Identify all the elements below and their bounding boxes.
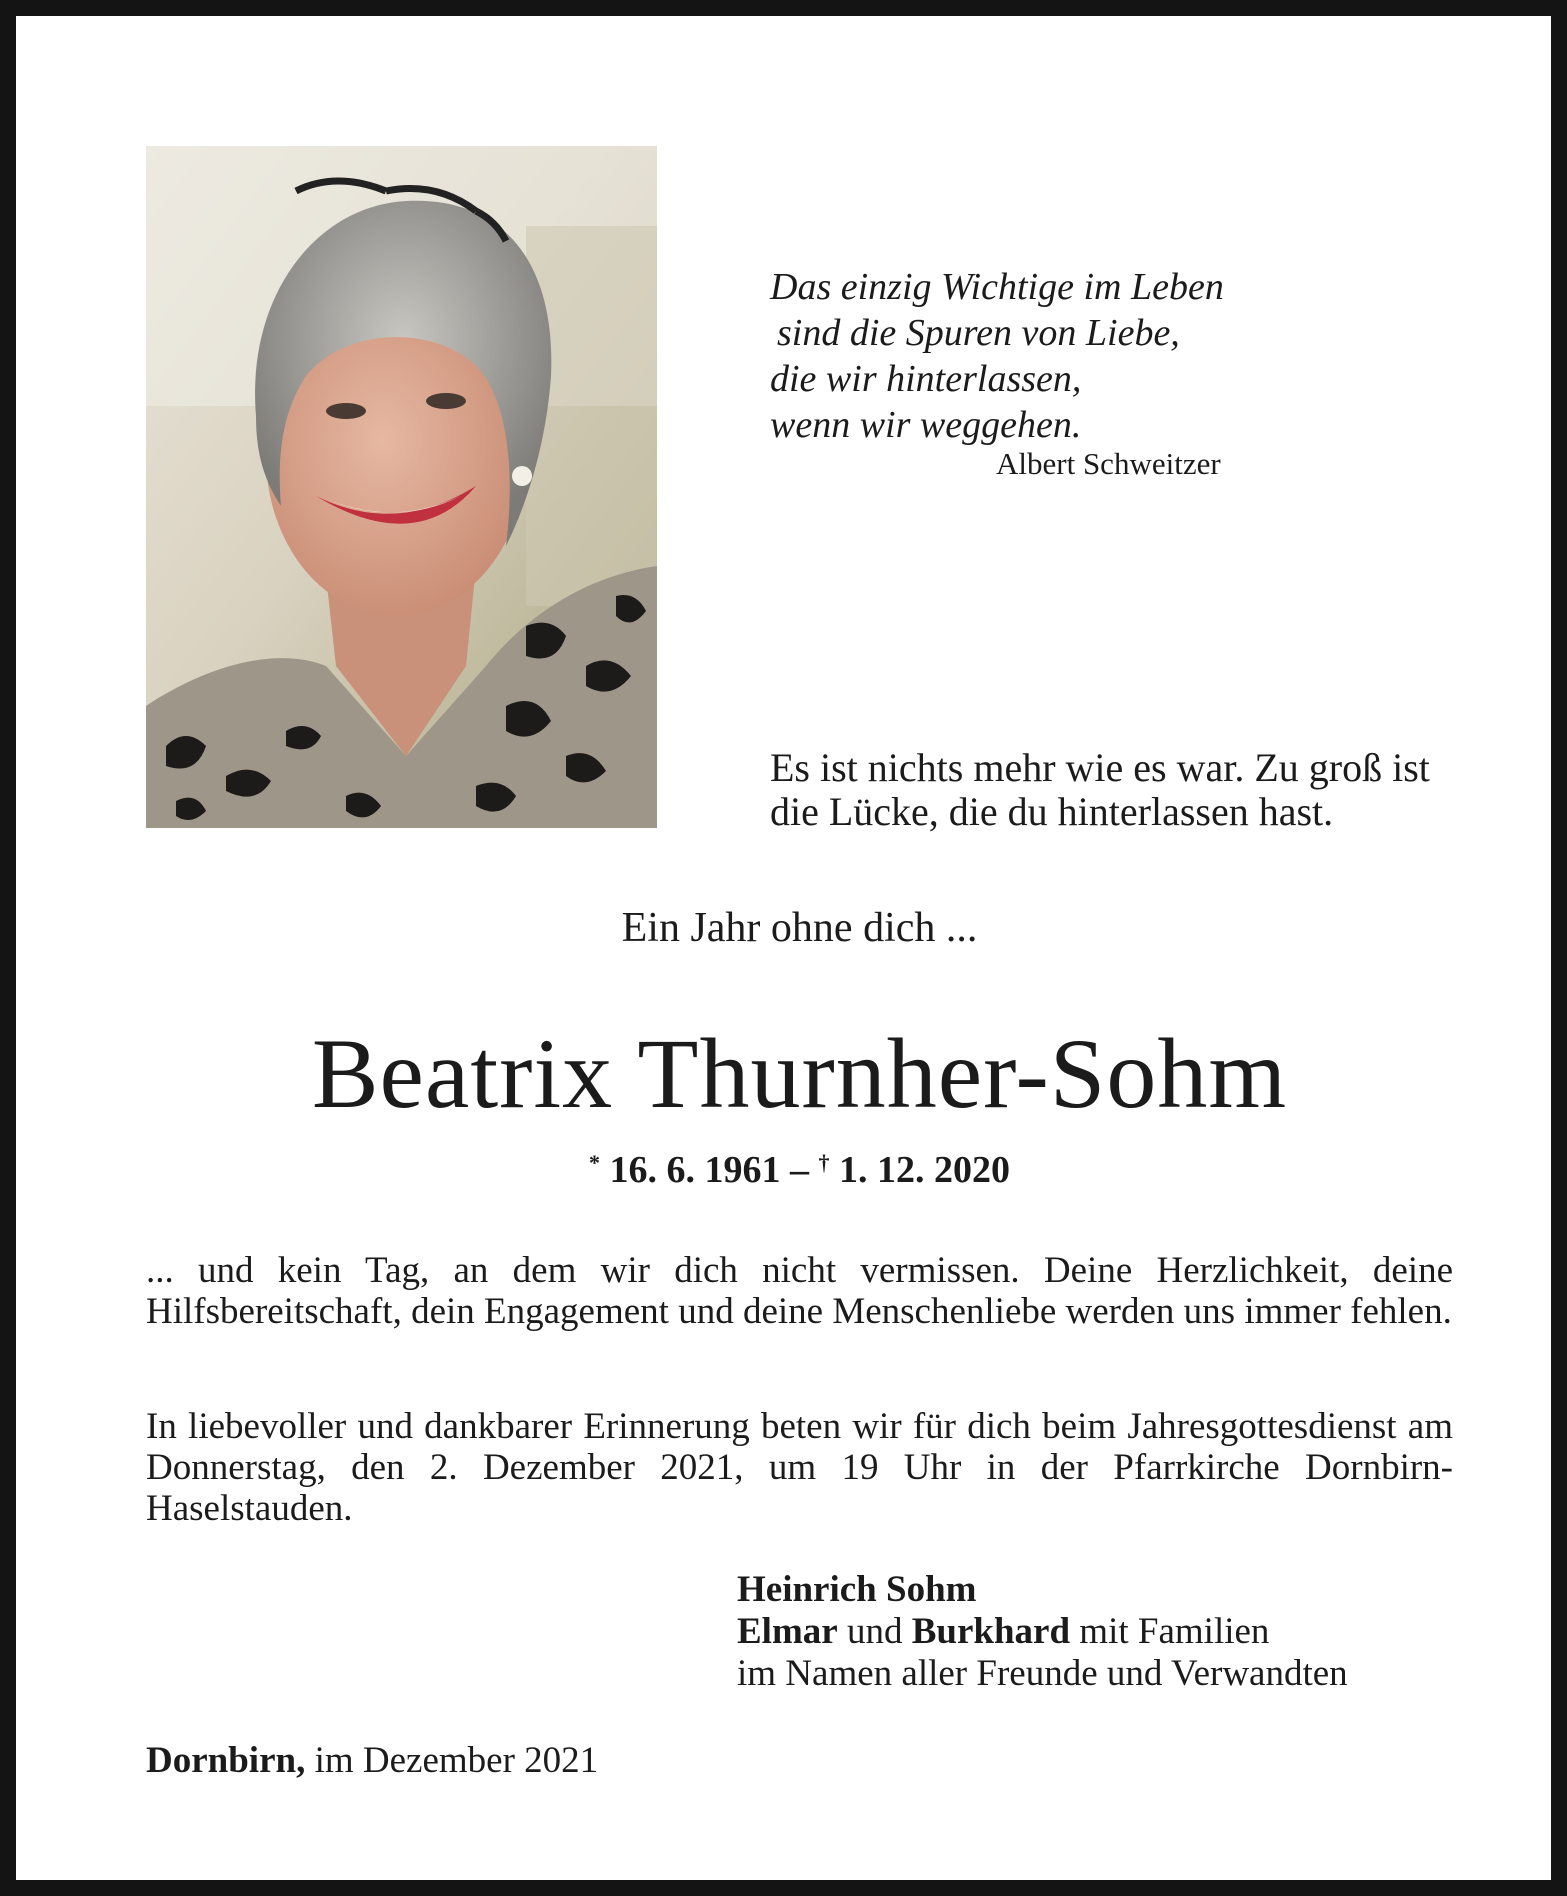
paragraph-remembrance: ... und kein Tag, an dem wir dich nicht vermissen. Deine Herzlichkeit, deine Hilfsbereitschaft, dein Engagement und deine Menschenliebe werden uns immer fehlen.: [146, 1250, 1453, 1332]
year-without-heading: Ein Jahr ohne dich ...: [621, 905, 978, 951]
place-date: [146, 1738, 598, 1784]
quote-line: wenn wir weggehen.: [770, 404, 1082, 446]
signature-text: und: [837, 1611, 912, 1652]
signature-line: [737, 1569, 1457, 1611]
date: im Dezember 2021: [305, 1740, 599, 1781]
quote: [770, 264, 1270, 448]
loss-text: [770, 746, 1470, 834]
birth-symbol: *: [589, 1150, 600, 1175]
loss-text-line: die Lücke, die du hinterlassen hast.: [770, 789, 1334, 834]
paragraph-service-info: In liebevoller und dankbarer Erinnerung beten wir für dich beim Jahresgottesdienst am Donnerstag, den 2. Dezember 2021, um 19 Uhr in der Pfarrkirche Dornbirn-Haselstauden.: [146, 1406, 1453, 1529]
portrait-photo: [146, 146, 657, 828]
quote-line: Das einzig Wichtige im Leben: [770, 266, 1224, 308]
signatures: [737, 1569, 1457, 1695]
birth-date: 16. 6. 1961: [609, 1149, 781, 1191]
date-separator: –: [780, 1149, 819, 1191]
signature-line: [737, 1611, 1457, 1653]
signature-name: Elmar: [737, 1611, 838, 1652]
signature-name: Burkhard: [911, 1611, 1071, 1652]
signature-line: im Namen aller Freunde und Verwandten: [737, 1653, 1348, 1694]
quote-author: Albert Schweitzer: [996, 446, 1221, 481]
deceased-name: Beatrix Thurnher-Sohm: [311, 1018, 1288, 1129]
loss-text-line: Es ist nichts mehr wie es war. Zu groß ist: [770, 745, 1430, 790]
signature-text: mit Familien: [1070, 1611, 1270, 1652]
portrait-photo-graphic: [146, 146, 657, 828]
quote-line: die wir hinterlassen,: [770, 358, 1082, 400]
death-date: 1. 12. 2020: [839, 1149, 1010, 1191]
death-symbol: †: [818, 1150, 830, 1175]
signature-name: Heinrich Sohm: [737, 1569, 977, 1610]
quote-line: sind die Spuren von Liebe,: [777, 312, 1180, 354]
life-dates: [16, 1138, 1567, 1195]
place: Dornbirn,: [146, 1740, 306, 1781]
